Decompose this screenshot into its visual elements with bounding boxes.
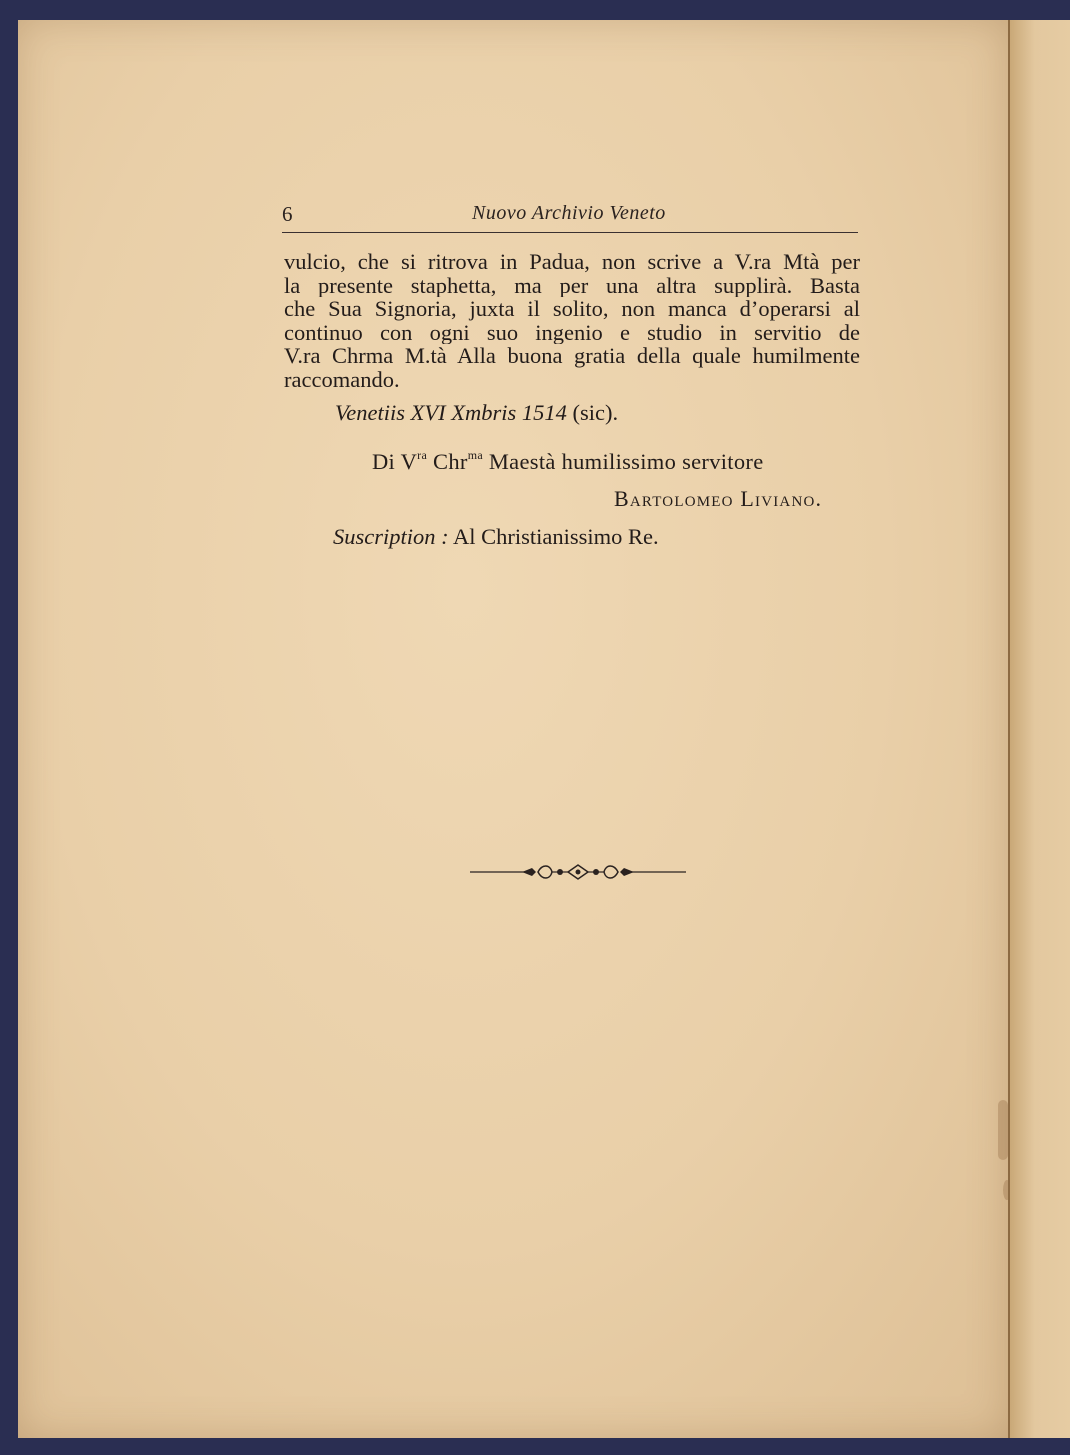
date-italic: Venetiis XVI Xmbris 1514 (335, 400, 567, 425)
suscription-text: Al Christianissimo Re. (448, 524, 659, 549)
signature: Bartolomeo Liviano. (614, 486, 823, 511)
page-header (282, 200, 858, 233)
body-line: la presente staphetta, ma per una altra supplirà. Basta (284, 273, 860, 297)
closing-prefix: Di V (372, 449, 418, 474)
running-title: Nuovo Archivio Veneto (472, 202, 666, 224)
body-line: che Sua Signoria, juxta il solito, non manca d’operarsi al (284, 297, 860, 321)
fleuron-divider-icon (470, 860, 686, 884)
body-line: continuo con ogni suo ingenio e studio in servitio de (284, 320, 860, 344)
next-page-edge (1008, 20, 1070, 1438)
date-line (335, 400, 618, 426)
suscription-label: Suscription : (333, 524, 449, 549)
body-line: vulcio, che si ritrova in Padua, non scrive a V.ra Mtà per (284, 250, 860, 274)
closing-sup-ma: ma (467, 447, 483, 462)
body-paragraph (284, 250, 860, 391)
page-number: 6 (282, 202, 293, 226)
closing-mid: Chr (427, 449, 468, 474)
body-line: V.ra Chrma M.tà Alla buona gratia della quale humilmente (284, 344, 860, 368)
body-line: raccomando. (284, 367, 400, 391)
paper-stain (998, 1100, 1008, 1160)
closing-sup-ra: ra (417, 447, 428, 462)
date-sic: (sic). (566, 400, 619, 425)
closing-rest: Maestà humilissimo servitore (482, 449, 764, 474)
closing-line (372, 449, 764, 475)
suscription-line (333, 524, 659, 550)
